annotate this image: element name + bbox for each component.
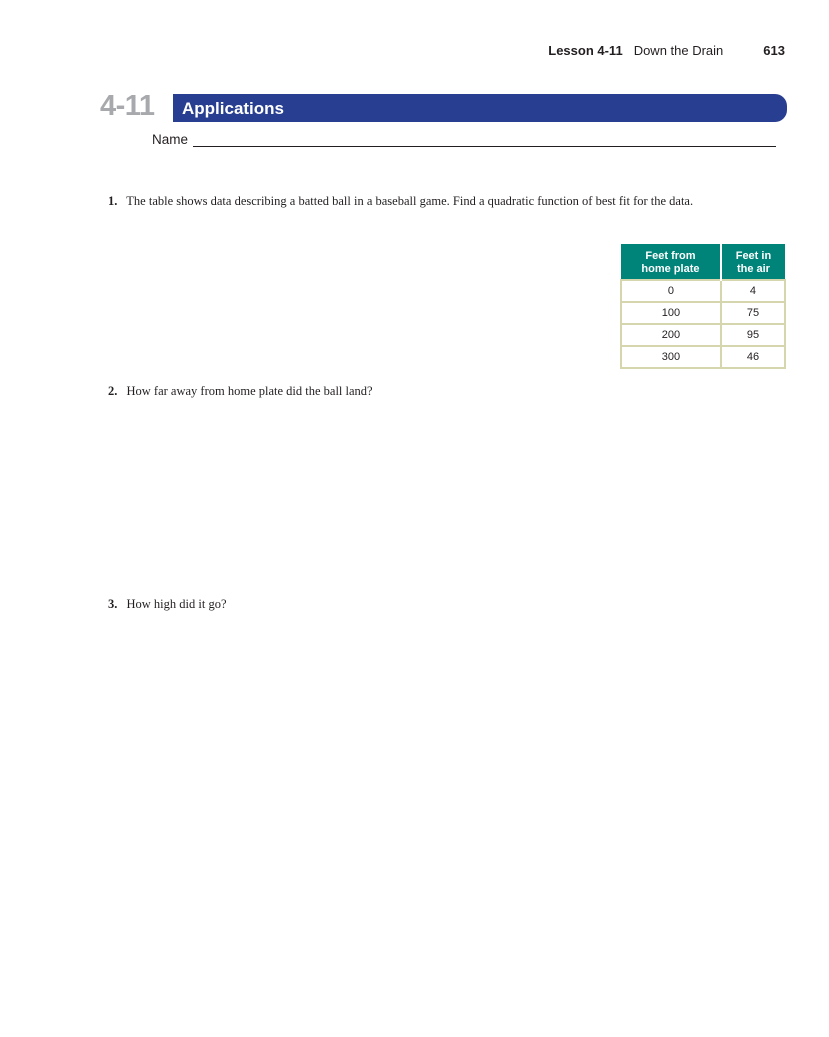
- table-cell: 200: [621, 324, 721, 346]
- page-number: 613: [763, 43, 785, 58]
- section-title: Applications: [182, 99, 285, 118]
- question-text: How far away from home plate did the ball land?: [126, 384, 373, 398]
- question-3: [108, 597, 227, 612]
- column-header-feet-from-home-plate: Feet from home plate: [621, 244, 721, 280]
- table-row: [621, 346, 785, 368]
- question-number: 1.: [108, 194, 118, 208]
- question-2: [108, 384, 373, 399]
- name-field: [152, 132, 776, 147]
- table-cell: 46: [721, 346, 785, 368]
- table-cell: 4: [721, 280, 785, 302]
- question-1: [108, 194, 693, 209]
- name-label: Name: [152, 132, 189, 147]
- table-cell: 0: [621, 280, 721, 302]
- question-number: 3.: [108, 597, 118, 611]
- question-text: The table shows data describing a batted ball in a baseball game. Find a quadratic function of best fit for the data.: [126, 194, 694, 208]
- column-header-feet-in-the-air: Feet in the air: [721, 244, 785, 280]
- table-cell: 75: [721, 302, 785, 324]
- table-row: [621, 324, 785, 346]
- question-text: How high did it go?: [126, 597, 227, 611]
- table-header-row: [621, 244, 785, 280]
- lesson-title: Down the Drain: [633, 43, 724, 58]
- question-number: 2.: [108, 384, 118, 398]
- section-number: 4-11: [100, 90, 155, 122]
- table-row: [621, 280, 785, 302]
- data-table: [620, 244, 786, 369]
- table-cell: 300: [621, 346, 721, 368]
- running-head: [548, 43, 785, 58]
- name-line[interactable]: [193, 134, 776, 147]
- table-row: [621, 302, 785, 324]
- section-banner: [173, 94, 787, 122]
- table-cell: 95: [721, 324, 785, 346]
- table-cell: 100: [621, 302, 721, 324]
- lesson-label: Lesson 4-11: [548, 43, 623, 58]
